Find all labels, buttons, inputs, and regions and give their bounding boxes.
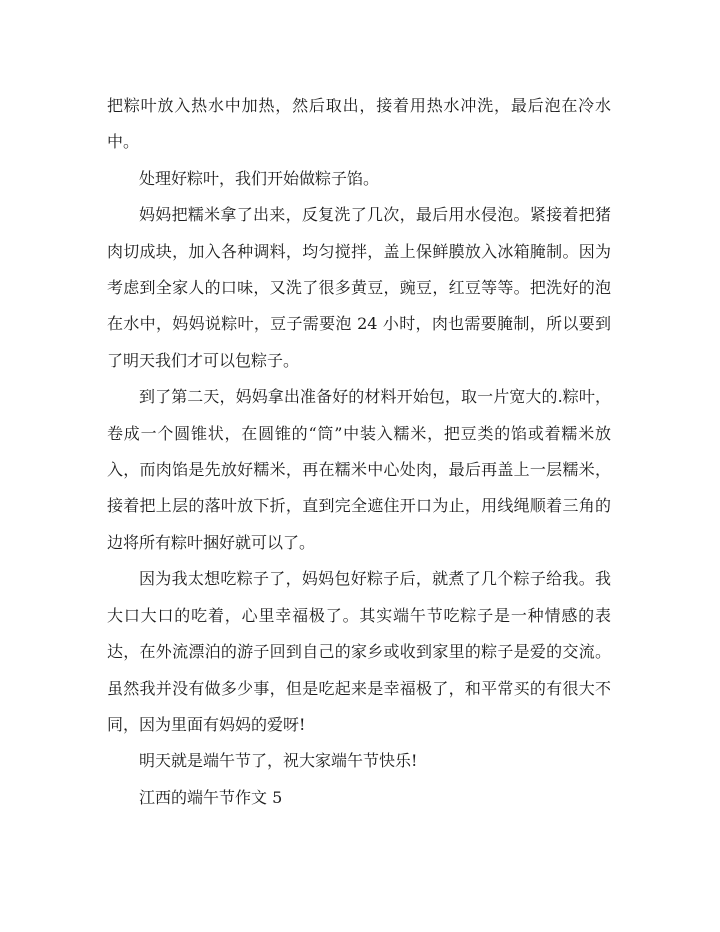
paragraph-5: 因为我太想吃粽子了，妈妈包好粽子后，就煮了几个粽子给我。我大口大口的吃着，心里幸福极了。其实端午节吃粽子是一种情感的表达，在外流漂泊的游子回到自己的家乡或收到家里的粽子是爱的交流。虽然我并没有做多少事，但是吃起来是幸福极了，和平常买的有很大不同，因为里面有妈妈的爱呀! [107, 569, 611, 734]
paragraph-6: 明天就是端午节了，祝大家端午节快乐! [139, 751, 418, 771]
paragraph-3: 妈妈把糯米拿了出来，反复洗了几次，最后用水侵泡。紧接着把猪肉切成块，加入各种调料，均匀搅拌，盖上保鲜膜放入冰箱腌制。因为考虑到全家人的口味，又洗了很多黄豆，豌豆，红豆等等。把洗好的泡在水中，妈妈说粽叶，豆子需要泡 24 小时，肉也需要腌制，所以要到了明天我们才可以包粽子。 [107, 205, 611, 370]
paragraph-2: 处理好粽叶，我们开始做粽子馅。 [139, 168, 380, 188]
essay-heading: 江西的端午节作文 5 [139, 787, 283, 807]
document-body [107, 88, 611, 816]
paragraph-4: 到了第二天，妈妈拿出准备好的材料开始包，取一片宽大的.粽叶，卷成一个圆锥状，在圆锥的“筒”中装入糯米，把豆类的馅或着糯米放入，而肉馅是先放好糯米，再在糯米中心处肉，最后再盖上一层糯米，接着把上层的落叶放下折，直到完全遮住开口为止，用线绳顺着三角的边将所有粽叶捆好就可以了。 [107, 387, 611, 552]
paragraph-1: 把粽叶放入热水中加热，然后取出，接着用热水冲洗，最后泡在冷水中。 [107, 96, 611, 152]
